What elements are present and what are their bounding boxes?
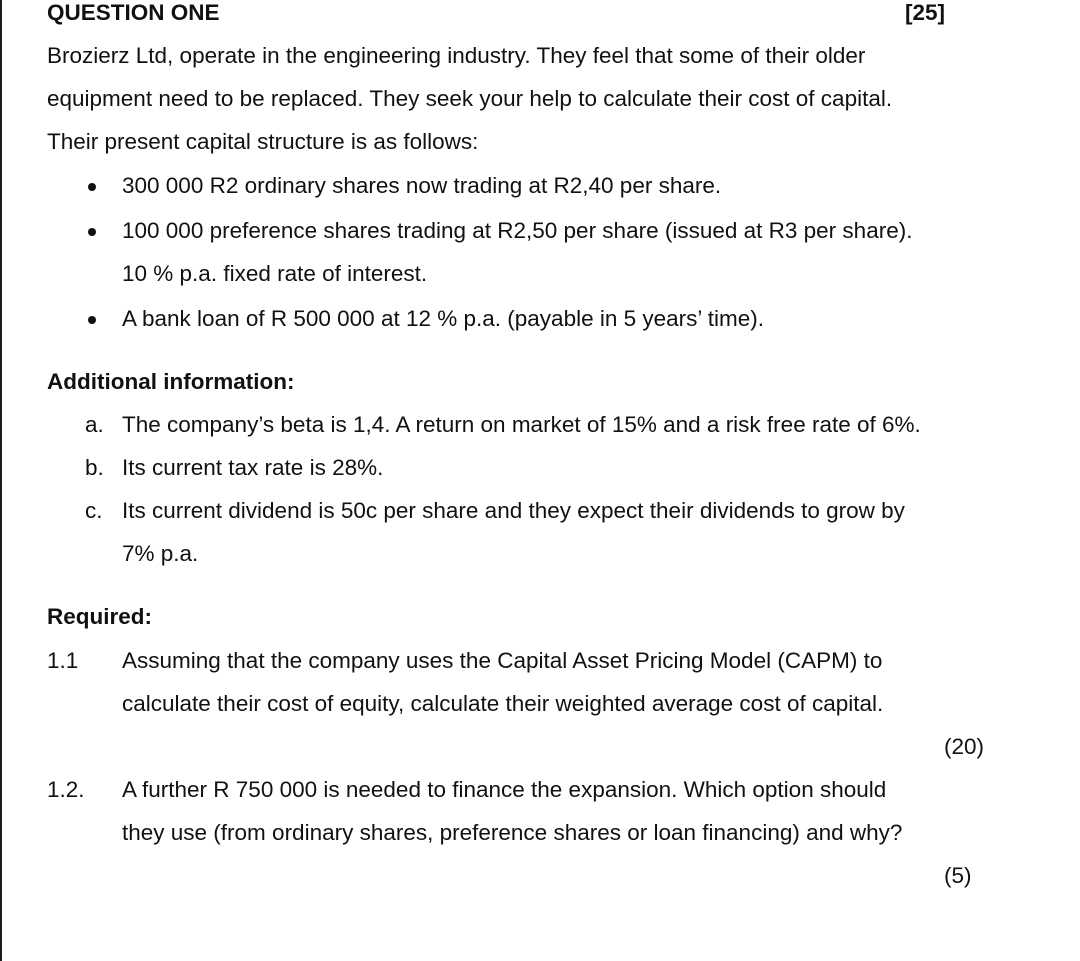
capital-item-bank-loan: A bank loan of R 500 000 at 12 % p.a. (payable in 5 years’ time). bbox=[122, 306, 765, 331]
required-item-wacc-cont: calculate their cost of equity, calculate their weighted average cost of capital. bbox=[122, 691, 884, 716]
question-total-marks: [25] bbox=[905, 0, 946, 25]
intro-line: Brozierz Ltd, operate in the engineering industry. They feel that some of their older bbox=[47, 43, 866, 68]
capital-item-preference-shares-cont: 10 % p.a. fixed rate of interest. bbox=[122, 261, 428, 286]
additional-marker: a. bbox=[85, 412, 104, 437]
required-item-financing-cont: they use (from ordinary shares, preference shares or loan financing) and why? bbox=[122, 820, 903, 845]
bullet-icon bbox=[88, 316, 96, 324]
required-heading: Required: bbox=[47, 604, 153, 629]
required-marks: (5) bbox=[944, 863, 972, 888]
intro-line: Their present capital structure is as follows: bbox=[47, 129, 479, 154]
required-item-wacc: Assuming that the company uses the Capital Asset Pricing Model (CAPM) to bbox=[122, 648, 883, 673]
intro-line: equipment need to be replaced. They seek your help to calculate their cost of capital. bbox=[47, 86, 893, 111]
additional-item-tax: Its current tax rate is 28%. bbox=[122, 455, 384, 480]
additional-item-dividend-cont: 7% p.a. bbox=[122, 541, 199, 566]
additional-marker: c. bbox=[85, 498, 103, 523]
additional-item-beta: The company’s beta is 1,4. A return on market of 15% and a risk free rate of 6%. bbox=[122, 412, 921, 437]
additional-item-dividend: Its current dividend is 50c per share and they expect their dividends to grow by bbox=[122, 498, 905, 523]
required-number: 1.2. bbox=[47, 777, 85, 802]
required-number: 1.1 bbox=[47, 648, 79, 673]
additional-heading: Additional information: bbox=[47, 369, 295, 394]
capital-item-preference-shares: 100 000 preference shares trading at R2,50 per share (issued at R3 per share). bbox=[122, 218, 913, 243]
additional-marker: b. bbox=[85, 455, 104, 480]
question-title: QUESTION ONE bbox=[47, 0, 220, 25]
bullet-icon bbox=[88, 228, 96, 236]
required-marks: (20) bbox=[944, 734, 985, 759]
required-item-financing: A further R 750 000 is needed to finance the expansion. Which option should bbox=[122, 777, 887, 802]
capital-item-ordinary-shares: 300 000 R2 ordinary shares now trading at R2,40 per share. bbox=[122, 173, 722, 198]
bullet-icon bbox=[88, 183, 96, 191]
